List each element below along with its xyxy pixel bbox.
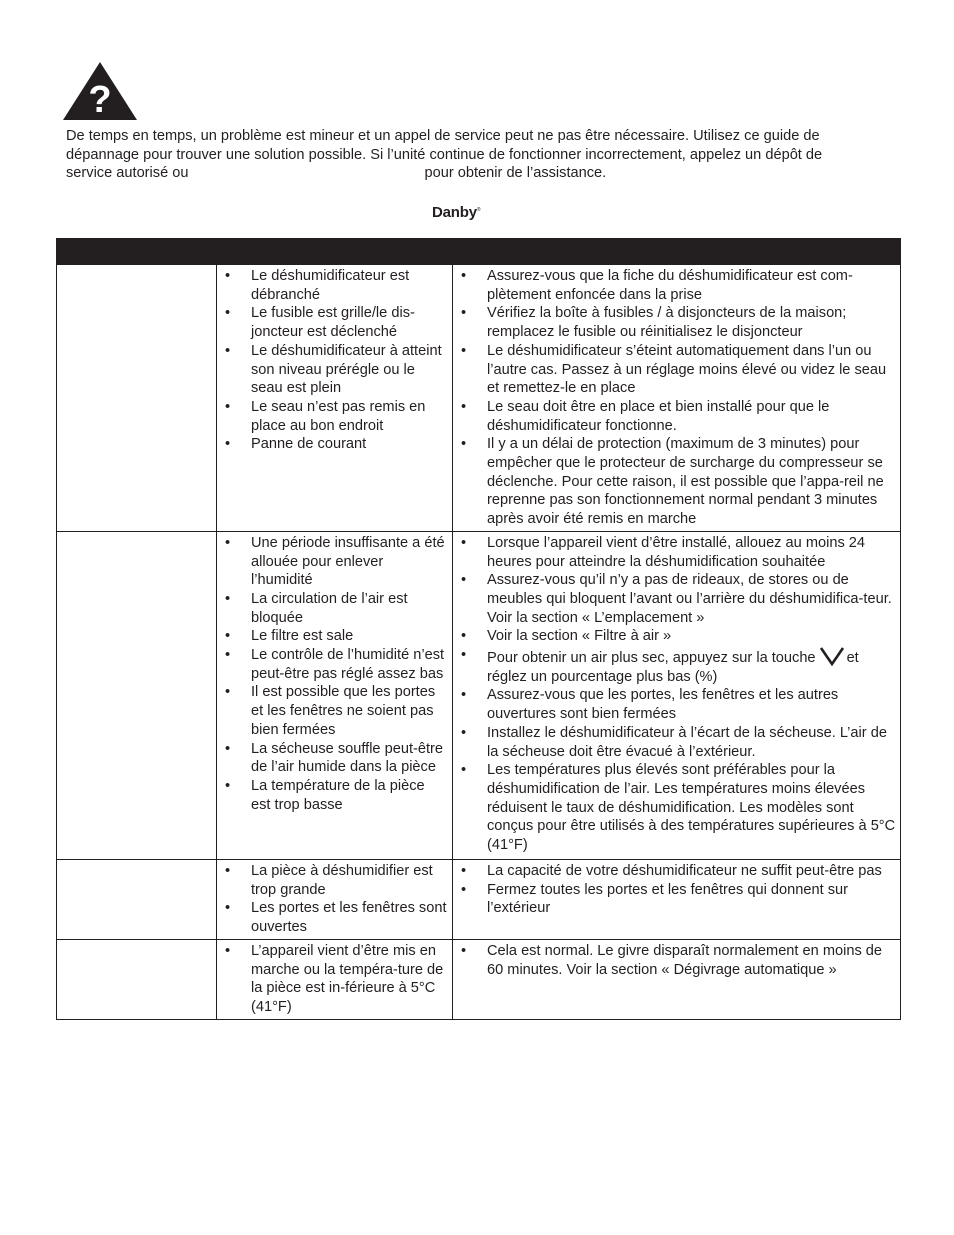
cause-item: • Le déshumidificateur est débranché [217,267,452,304]
solution-item: • Voir la section « Filtre à air » [453,627,900,646]
intro-line-3 [66,164,896,183]
solution-item: • Fermez toutes les portes et les fenêtres qui donnent sur l’extérieur [453,881,900,918]
table-row [57,939,901,1019]
cause-item: • La circulation de l’air est bloquée [217,590,452,627]
solution-item: • Assurez-vous que la fiche du déshumidificateur est com-plètement enfoncée dans la prise [453,267,900,304]
intro-paragraph [66,127,896,183]
solution-item: • Il y a un délai de protection (maximum de 3 minutes) pour empêcher que le protecteur de surcharge du compresseur se déclenche. Pour cette raison, il est possible que l’appa-reil ne reprenne pas son fonctionnement normal pendant 3 minutes après avoir été remis en marche [453,435,900,529]
table-row [57,859,901,939]
key-solution-text: Pour obtenir un air plus sec, appuyez sur la touche [487,650,816,667]
solution-column-header [453,239,901,265]
solution-cell [453,265,901,532]
cause-cell [217,265,453,532]
problem-column-header [57,239,217,265]
solution-item [453,646,900,686]
problem-cell [57,265,217,532]
cause-item: • La pièce à déshumidifier est trop grande [217,862,452,899]
solution-item: • Vérifiez la boîte à fusibles / à disjoncteurs de la maison; remplacez le fusible ou réinitialisez le disjoncteur [453,304,900,341]
cause-item: • Les portes et les fenêtres sont ouvertes [217,899,452,936]
solution-cell [453,859,901,939]
troubleshooting-table [56,238,901,1020]
cause-item: • La température de la pièce est trop basse [217,777,452,814]
cause-item: • Le filtre est sale [217,627,452,646]
problem-cell [57,531,217,859]
cause-item: • Il est possible que les portes et les fenêtres ne soient pas bien fermées [217,683,452,739]
cause-cell [217,859,453,939]
solution-item: • Les températures plus élevés sont préférables pour la déshumidification de l’air. Les températures moins élevées réduisent le taux de déshumidification. Les modèles sont conçus pour être utilisés à des températures supérieures à 5°C (41°F) [453,761,900,855]
cause-item: • Le seau n’est pas remis en place au bon endroit [217,398,452,435]
down-chevron-key-icon [819,646,845,666]
cause-item: • Le contrôle de l’humidité n’est peut-être pas réglé assez bas [217,646,452,683]
key-solution-text-end: et réglez un pourcentage plus bas (%) [487,650,859,685]
solution-item: • Le seau doit être en place et bien installé pour que le déshumidificateur fonctionne. [453,398,900,435]
question-mark-warning-triangle-icon [62,60,138,122]
danby-logo [432,204,480,221]
table-row [57,265,901,532]
intro-line-3-start: service autorisé ou [66,165,189,181]
solution-item: • Lorsque l’appareil vient d’être installé, allouez au moins 24 heures pour atteindre la déshumidification souhaitée [453,534,900,571]
intro-line-2: dépannage pour trouver une solution possible. Si l’unité continue de fonctionner incorrectement, appelez un dépôt de [66,146,823,163]
solution-item: • Installez le déshumidificateur à l’écart de la sécheuse. L’air de la sécheuse doit être évacué à l’extérieur. [453,724,900,761]
cause-item: • Le déshumidificateur à atteint son niveau prérégle ou le seau est plein [217,342,452,398]
solution-item: • Le déshumidificateur s’éteint automatiquement dans l’un ou l’autre cas. Passez à un réglage moins élevé ou videz le seau et remettez-le en place [453,342,900,398]
solution-item: • La capacité de votre déshumidificateur ne suffit peut-être pas [453,862,900,881]
cause-item: • Le fusible est grille/le dis-joncteur est déclenché [217,304,452,341]
cause-item: • Une période insuffisante a été allouée pour enlever l’humidité [217,534,452,590]
cause-cell [217,939,453,1019]
svg-text:?: ? [88,79,112,121]
solution-item: • Assurez-vous que les portes, les fenêtres et les autres ouvertures sont bien fermées [453,686,900,723]
solution-cell [453,531,901,859]
intro-line-3-end: pour obtenir de l’assistance. [424,165,607,181]
cause-cell [217,531,453,859]
brand-name: Danby [432,204,477,221]
solution-item: • Assurez-vous qu’il n’y a pas de rideaux, de stores ou de meubles qui bloquent l’avant ou l’arrière du déshumidifica-teur. Voir la section « L’emplacement » [453,571,900,627]
problem-cell [57,859,217,939]
solution-cell [453,939,901,1019]
cause-item: • L’appareil vient d’être mis en marche ou la tempéra-ture de la pièce est in-férieure à 5°C (41°F) [217,942,452,1017]
intro-line-1: De temps en temps, un problème est mineur et un appel de service peut ne pas être nécessaire. Utilisez ce guide de [66,128,820,144]
cause-item: • Panne de courant [217,435,452,454]
cause-item: • La sécheuse souffle peut-être de l’air humide dans la pièce [217,740,452,777]
table-header-row [57,239,901,265]
registered-mark: ® [476,207,481,213]
table-row [57,531,901,859]
solution-item: • Cela est normal. Le givre disparaît normalement en moins de 60 minutes. Voir la section « Dégivrage automatique » [453,942,900,979]
problem-cell [57,939,217,1019]
cause-column-header [217,239,453,265]
